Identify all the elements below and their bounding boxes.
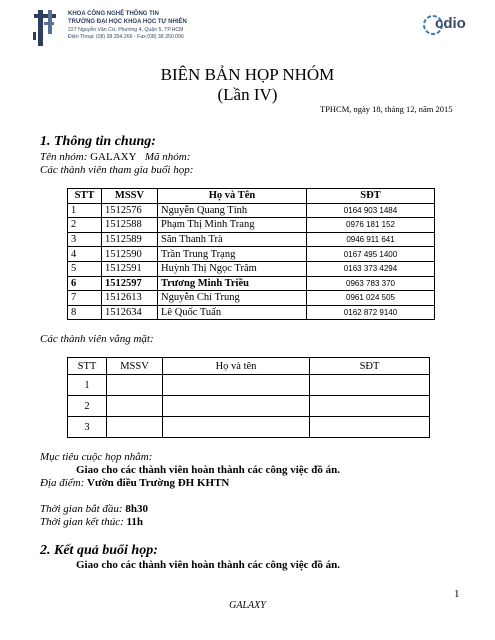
members-label: Các thành viên tham gia buổi họp: [40, 164, 194, 176]
university-address: 227 Nguyễn Văn Cừ, Phường 4, Quận 5, TP.HCM [68, 27, 184, 33]
cell-mssv: 1512591 [102, 261, 158, 276]
goal-value: Giao cho các thành viên hoàn thành các công việc đồ án. [76, 464, 341, 476]
location-label: Địa điểm: [40, 477, 85, 489]
group-name-label: Tên nhóm: [40, 151, 88, 163]
cell-stt: 4 [68, 247, 102, 262]
cell-phone [310, 375, 430, 396]
start-time-label: Thời gian bắt đầu: [40, 503, 123, 515]
end-time-line [40, 516, 143, 528]
cell-mssv: 1512588 [102, 218, 158, 233]
location-value: Vườn điều Trường ĐH KHTN [87, 477, 230, 489]
cell-phone: 0167 495 1400 [307, 247, 435, 262]
cell-name [163, 396, 310, 417]
location-line [40, 477, 229, 489]
group-info-line [40, 151, 190, 163]
cell-name: Nguyễn Quang Tính [158, 203, 307, 218]
cell-stt: 3 [68, 232, 102, 247]
table-row [68, 247, 435, 262]
cell-stt: 2 [68, 396, 107, 417]
col-mssv: MSSV [102, 189, 158, 204]
group-name-value: GALAXY [90, 151, 137, 163]
faculty-name: KHOA CÔNG NGHỆ THÔNG TIN [68, 11, 159, 17]
cell-phone: 0164 903 1484 [307, 203, 435, 218]
section2-heading: 2. Kết quả buổi họp: [40, 543, 158, 558]
end-time-label: Thời gian kết thúc: [40, 516, 124, 528]
cdio-logo-text: cdio [435, 15, 466, 32]
cell-stt: 2 [68, 218, 102, 233]
cell-name [163, 375, 310, 396]
group-code-label: Mã nhóm: [144, 151, 191, 163]
document-title: BIÊN BẢN HỌP NHÓM [160, 65, 335, 84]
cell-name: Lê Quốc Tuấn [158, 305, 307, 320]
cell-name: Phạm Thị Minh Trang [158, 218, 307, 233]
document-subtitle: (Lần IV) [217, 85, 278, 104]
col-phone: SĐT [310, 358, 430, 375]
cell-mssv: 1512597 [102, 276, 158, 291]
cell-mssv [107, 375, 163, 396]
absent-table [67, 357, 430, 438]
col-stt: STT [68, 189, 102, 204]
col-name: Họ và tên [163, 358, 310, 375]
cell-mssv: 1512634 [102, 305, 158, 320]
col-mssv: MSSV [107, 358, 163, 375]
members-table [67, 188, 435, 320]
cell-stt: 1 [68, 375, 107, 396]
footer-text: GALAXY [229, 600, 266, 611]
university-contact: Điện Thoại: (08) 38.354.266 - Fax:(08) 38.350.096 [68, 34, 184, 40]
cell-mssv [107, 417, 163, 438]
cell-stt: 3 [68, 417, 107, 438]
cdio-logo [423, 9, 471, 39]
section2-result: Giao cho các thành viên hoàn thành các công việc đồ án. [76, 559, 341, 571]
cell-name [163, 417, 310, 438]
section1-heading: 1. Thông tin chung: [40, 134, 156, 149]
table-row [68, 375, 430, 396]
cell-name: Trần Trung Trạng [158, 247, 307, 262]
cell-stt: 1 [68, 203, 102, 218]
cell-phone [310, 396, 430, 417]
cell-mssv: 1512589 [102, 232, 158, 247]
cell-mssv [107, 396, 163, 417]
table-row [68, 396, 430, 417]
absent-label: Các thành viên vắng mặt: [40, 333, 154, 345]
cell-phone: 0163 373 4294 [307, 261, 435, 276]
cell-phone [310, 417, 430, 438]
cell-name: Săn Thanh Trà [158, 232, 307, 247]
cell-phone: 0976 181 152 [307, 218, 435, 233]
page-number: 1 [454, 588, 460, 600]
table-row [68, 232, 435, 247]
fit-logo [32, 8, 58, 48]
cell-name: Nguyễn Chí Trung [158, 291, 307, 306]
table-row [68, 203, 435, 218]
cell-phone: 0961 024 505 [307, 291, 435, 306]
table-row [68, 417, 430, 438]
document-date: TPHCM, ngày 18, tháng 12, năm 2015 [320, 104, 453, 114]
cell-mssv: 1512590 [102, 247, 158, 262]
cell-stt: 6 [68, 276, 102, 291]
cell-stt: 8 [68, 305, 102, 320]
cell-stt: 5 [68, 261, 102, 276]
cell-stt: 7 [68, 291, 102, 306]
absent-table-header [68, 358, 430, 375]
table-row [68, 218, 435, 233]
table-row [68, 261, 435, 276]
cell-name: Trương Minh Triều [158, 276, 307, 291]
table-row [68, 291, 435, 306]
cell-mssv: 1512576 [102, 203, 158, 218]
members-table-header [68, 189, 435, 204]
university-name: TRƯỜNG ĐẠI HỌC KHOA HỌC TỰ NHIÊN [68, 19, 187, 25]
goal-label: Mục tiêu cuộc họp nhằm: [40, 451, 153, 463]
cell-phone: 0946 911 641 [307, 232, 435, 247]
cell-name: Huỳnh Thị Ngọc Trâm [158, 261, 307, 276]
cell-phone: 0963 783 370 [307, 276, 435, 291]
end-time-value: 11h [126, 516, 144, 528]
start-time-value: 8h30 [125, 503, 148, 515]
cell-mssv: 1512613 [102, 291, 158, 306]
col-phone: SĐT [307, 189, 435, 204]
col-stt: STT [68, 358, 107, 375]
table-row [68, 276, 435, 291]
table-row [68, 305, 435, 320]
cell-phone: 0162 872 9140 [307, 305, 435, 320]
col-name: Họ và Tên [158, 189, 307, 204]
start-time-line [40, 503, 148, 515]
